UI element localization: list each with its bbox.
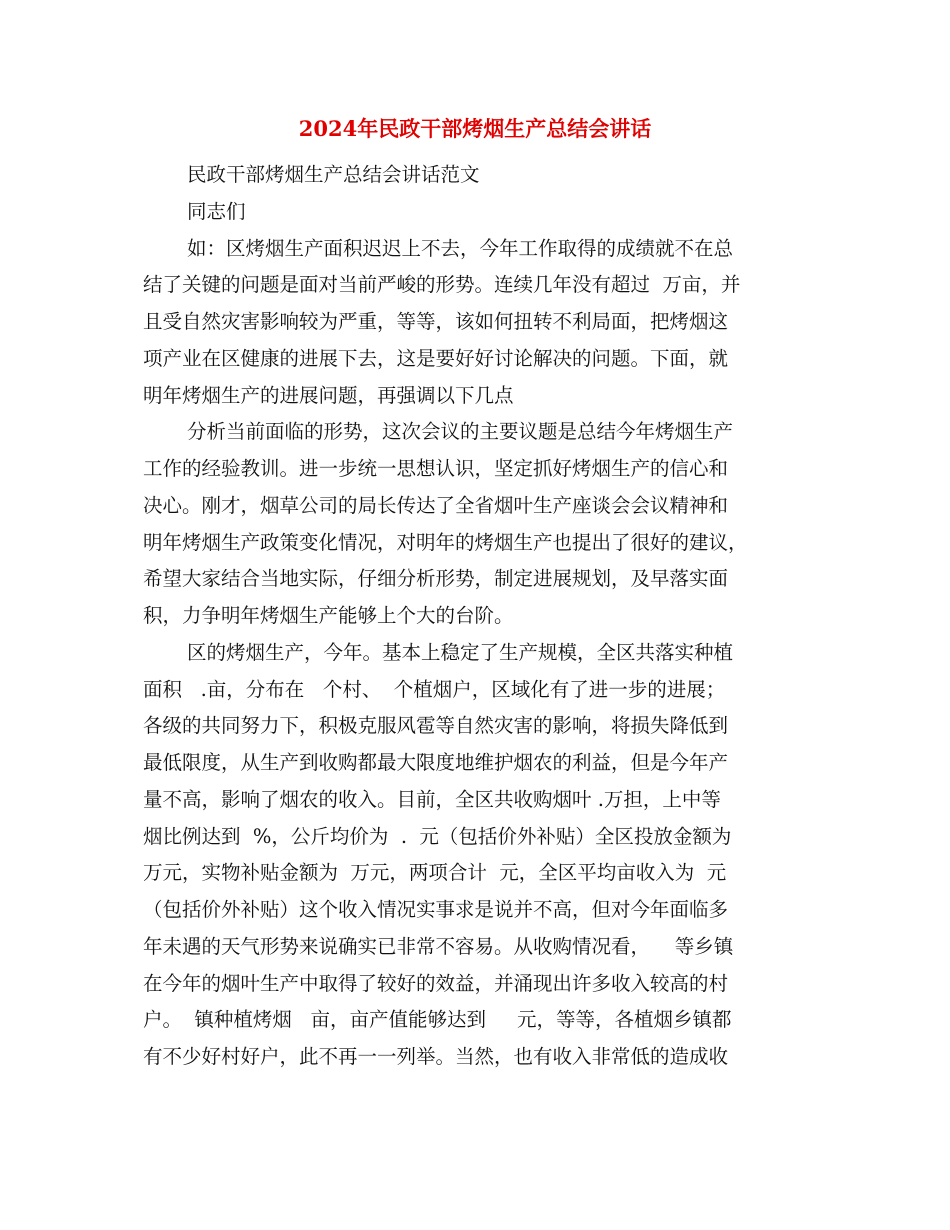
paragraph-line: 面积 .亩，分布在 个村、 个植烟户，区域化有了进一步的进展； <box>143 677 726 701</box>
paragraph-line: 项产业在区健康的进展下去，这是要好好讨论解决的问题。下面，就 <box>143 346 729 370</box>
paragraph-line: 最低限度，从生产到收购都最大限度地维护烟农的利益，但是今年产 <box>143 751 729 774</box>
paragraph-line: 烟比例达到 %，公斤均价为 . 元（包括价外补贴）全区投放金额为 <box>143 824 732 848</box>
paragraph-line: 积，力争明年烤烟生产能够上个大的台阶。 <box>143 604 514 627</box>
paragraph-line: 明年烤烟生产的进展问题，再强调以下几点 <box>143 383 514 407</box>
document-title: 2024年民政干部烤烟生产总结会讲话 <box>298 116 652 141</box>
paragraph-line: 在今年的烟叶生产中取得了较好的效益，并涌现出许多收入较高的村 <box>143 971 729 995</box>
paragraph-line: 分析当前面临的形势，这次会议的主要议题是总结今年烤烟生产 <box>187 420 734 444</box>
paragraph-line: 万元，实物补贴金额为 万元，两项合计 元，全区平均亩收入为 元 <box>143 861 727 885</box>
paragraph-line: 年未遇的天气形势来说确实已非常不容易。从收购情况看， 等乡镇 <box>143 934 734 958</box>
paragraph-line: 希望大家结合当地实际，仔细分析形势，制定进展规划，及早落实面 <box>143 567 729 591</box>
paragraph-line: 且受自然灾害影响较为严重，等等，该如何扭转不利局面，把烤烟这 <box>143 310 729 333</box>
paragraph-line: 如：区烤烟生产面积迟迟上不去，今年工作取得的成绩就不在总 <box>187 236 734 260</box>
paragraph-line: 工作的经验教训。进一步统一思想认识，坚定抓好烤烟生产的信心和 <box>143 457 729 480</box>
document-body <box>143 157 811 1076</box>
paragraph-line: 户。 镇种植烤烟 亩，亩产值能够达到 元，等等，各植烟乡镇都 <box>143 1008 732 1032</box>
paragraph-line: 民政干部烤烟生产总结会讲话范文 <box>187 163 480 186</box>
paragraph-line: 结了关键的问题是面对当前严峻的形势。连续几年没有超过 万亩，并 <box>143 273 741 297</box>
paragraph-line: 同志们 <box>187 199 246 223</box>
paragraph-line: 明年烤烟生产政策变化情况，对明年的烤烟生产也提出了很好的建议， <box>143 530 748 554</box>
paragraph-line: 区的烤烟生产，今年。基本上稳定了生产规模，全区共落实种植 <box>187 640 734 664</box>
paragraph-line: 有不少好村好户，此不再一一列举。当然，也有收入非常低的造成收 <box>143 1045 729 1068</box>
paragraph-line: 各级的共同努力下，积极克服风雹等自然灾害的影响，将损失降低到 <box>143 714 729 738</box>
paragraph-line: 决心。刚才，烟草公司的局长传达了全省烟叶生产座谈会会议精神和 <box>143 493 729 517</box>
paragraph-line: （包括价外补贴）这个收入情况实事求是说并不高，但对今年面临多 <box>143 898 729 921</box>
paragraph-line: 量不高，影响了烟农的收入。目前，全区共收购烟叶 .万担，上中等 <box>143 787 721 811</box>
